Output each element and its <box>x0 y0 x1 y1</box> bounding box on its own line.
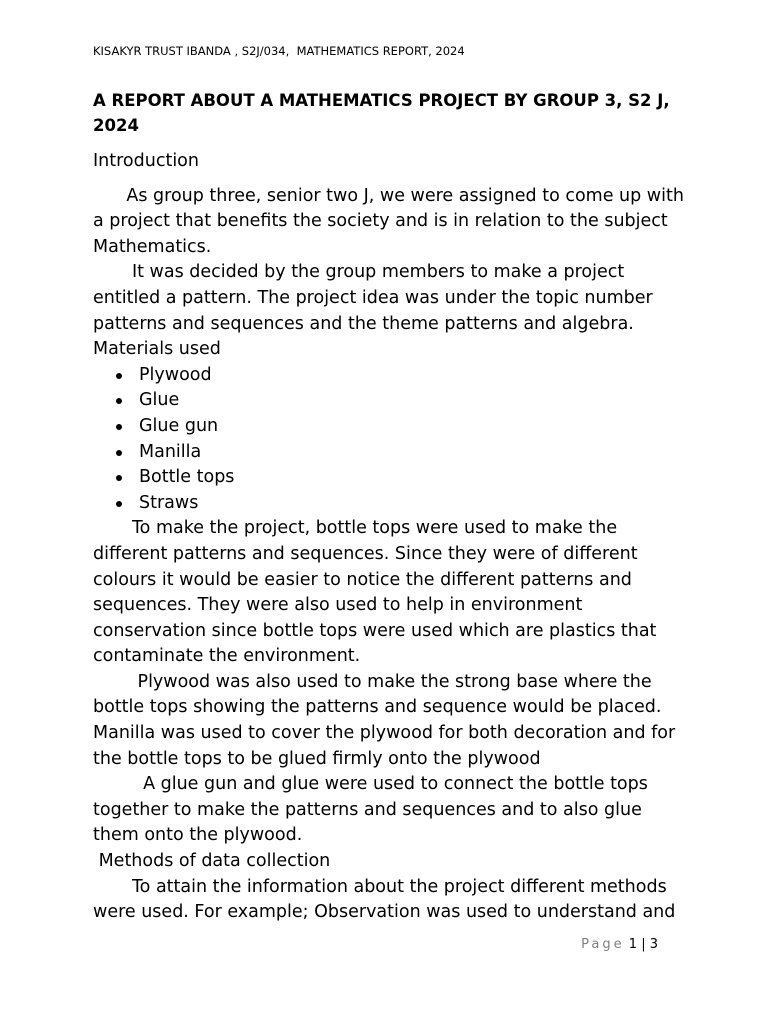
list-item: Straws <box>93 491 693 517</box>
list-item: Glue <box>93 388 693 414</box>
paragraph: A glue gun and glue were used to connect the bottle tops together to make the patterns and sequences and to also glue them onto the plywood. <box>93 774 654 846</box>
list-item: Glue gun <box>93 414 693 440</box>
introduction-heading: Introduction <box>93 151 199 171</box>
total-pages: 3 <box>649 937 658 952</box>
report-title: A REPORT ABOUT A MATHEMATICS PROJECT BY GROUP 3, S2 J, 2024 <box>93 91 670 135</box>
methods-heading: Methods of data collection <box>93 851 331 872</box>
materials-heading: Materials used <box>93 339 221 360</box>
page-footer <box>581 937 658 952</box>
page-separator: | <box>637 937 650 952</box>
paragraph: It was decided by the group members to make a project entitled a pattern. The project idea was under the topic number patterns and sequences and the theme patterns and algebra. <box>93 262 659 334</box>
page-number: 1 <box>628 937 638 952</box>
paragraph: Plywood was also used to make the strong base where the bottle tops showing the patterns and sequence would be placed. Manilla was used to cover the plywood for both decoration and for the bottle tops to be glued firmly onto the plywood <box>93 671 681 769</box>
page-label: Page <box>581 937 625 952</box>
paragraph: To make the project, bottle tops were used to make the different patterns and sequences. Since they were of different colours it would be easier to notice the different patterns and sequences. They were also used to help in environment conservation since bottle tops were used which are plastics that contaminate the environment. <box>93 518 662 667</box>
materials-list <box>93 363 693 517</box>
document-body <box>93 149 693 926</box>
list-item: Bottle tops <box>93 465 693 491</box>
paragraph: To attain the information about the project different methods were used. For example; Observation was used to understand and <box>93 876 676 923</box>
list-item: Plywood <box>93 363 693 389</box>
page-header: KISAKYR TRUST IBANDA , S2J/034, MATHEMATICS REPORT, 2024 <box>93 44 465 58</box>
paragraph: As group three, senior two J, we were assigned to come up with a project that benefits the society and is in relation to the subject Mathematics. <box>93 185 690 257</box>
list-item: Manilla <box>93 440 693 466</box>
